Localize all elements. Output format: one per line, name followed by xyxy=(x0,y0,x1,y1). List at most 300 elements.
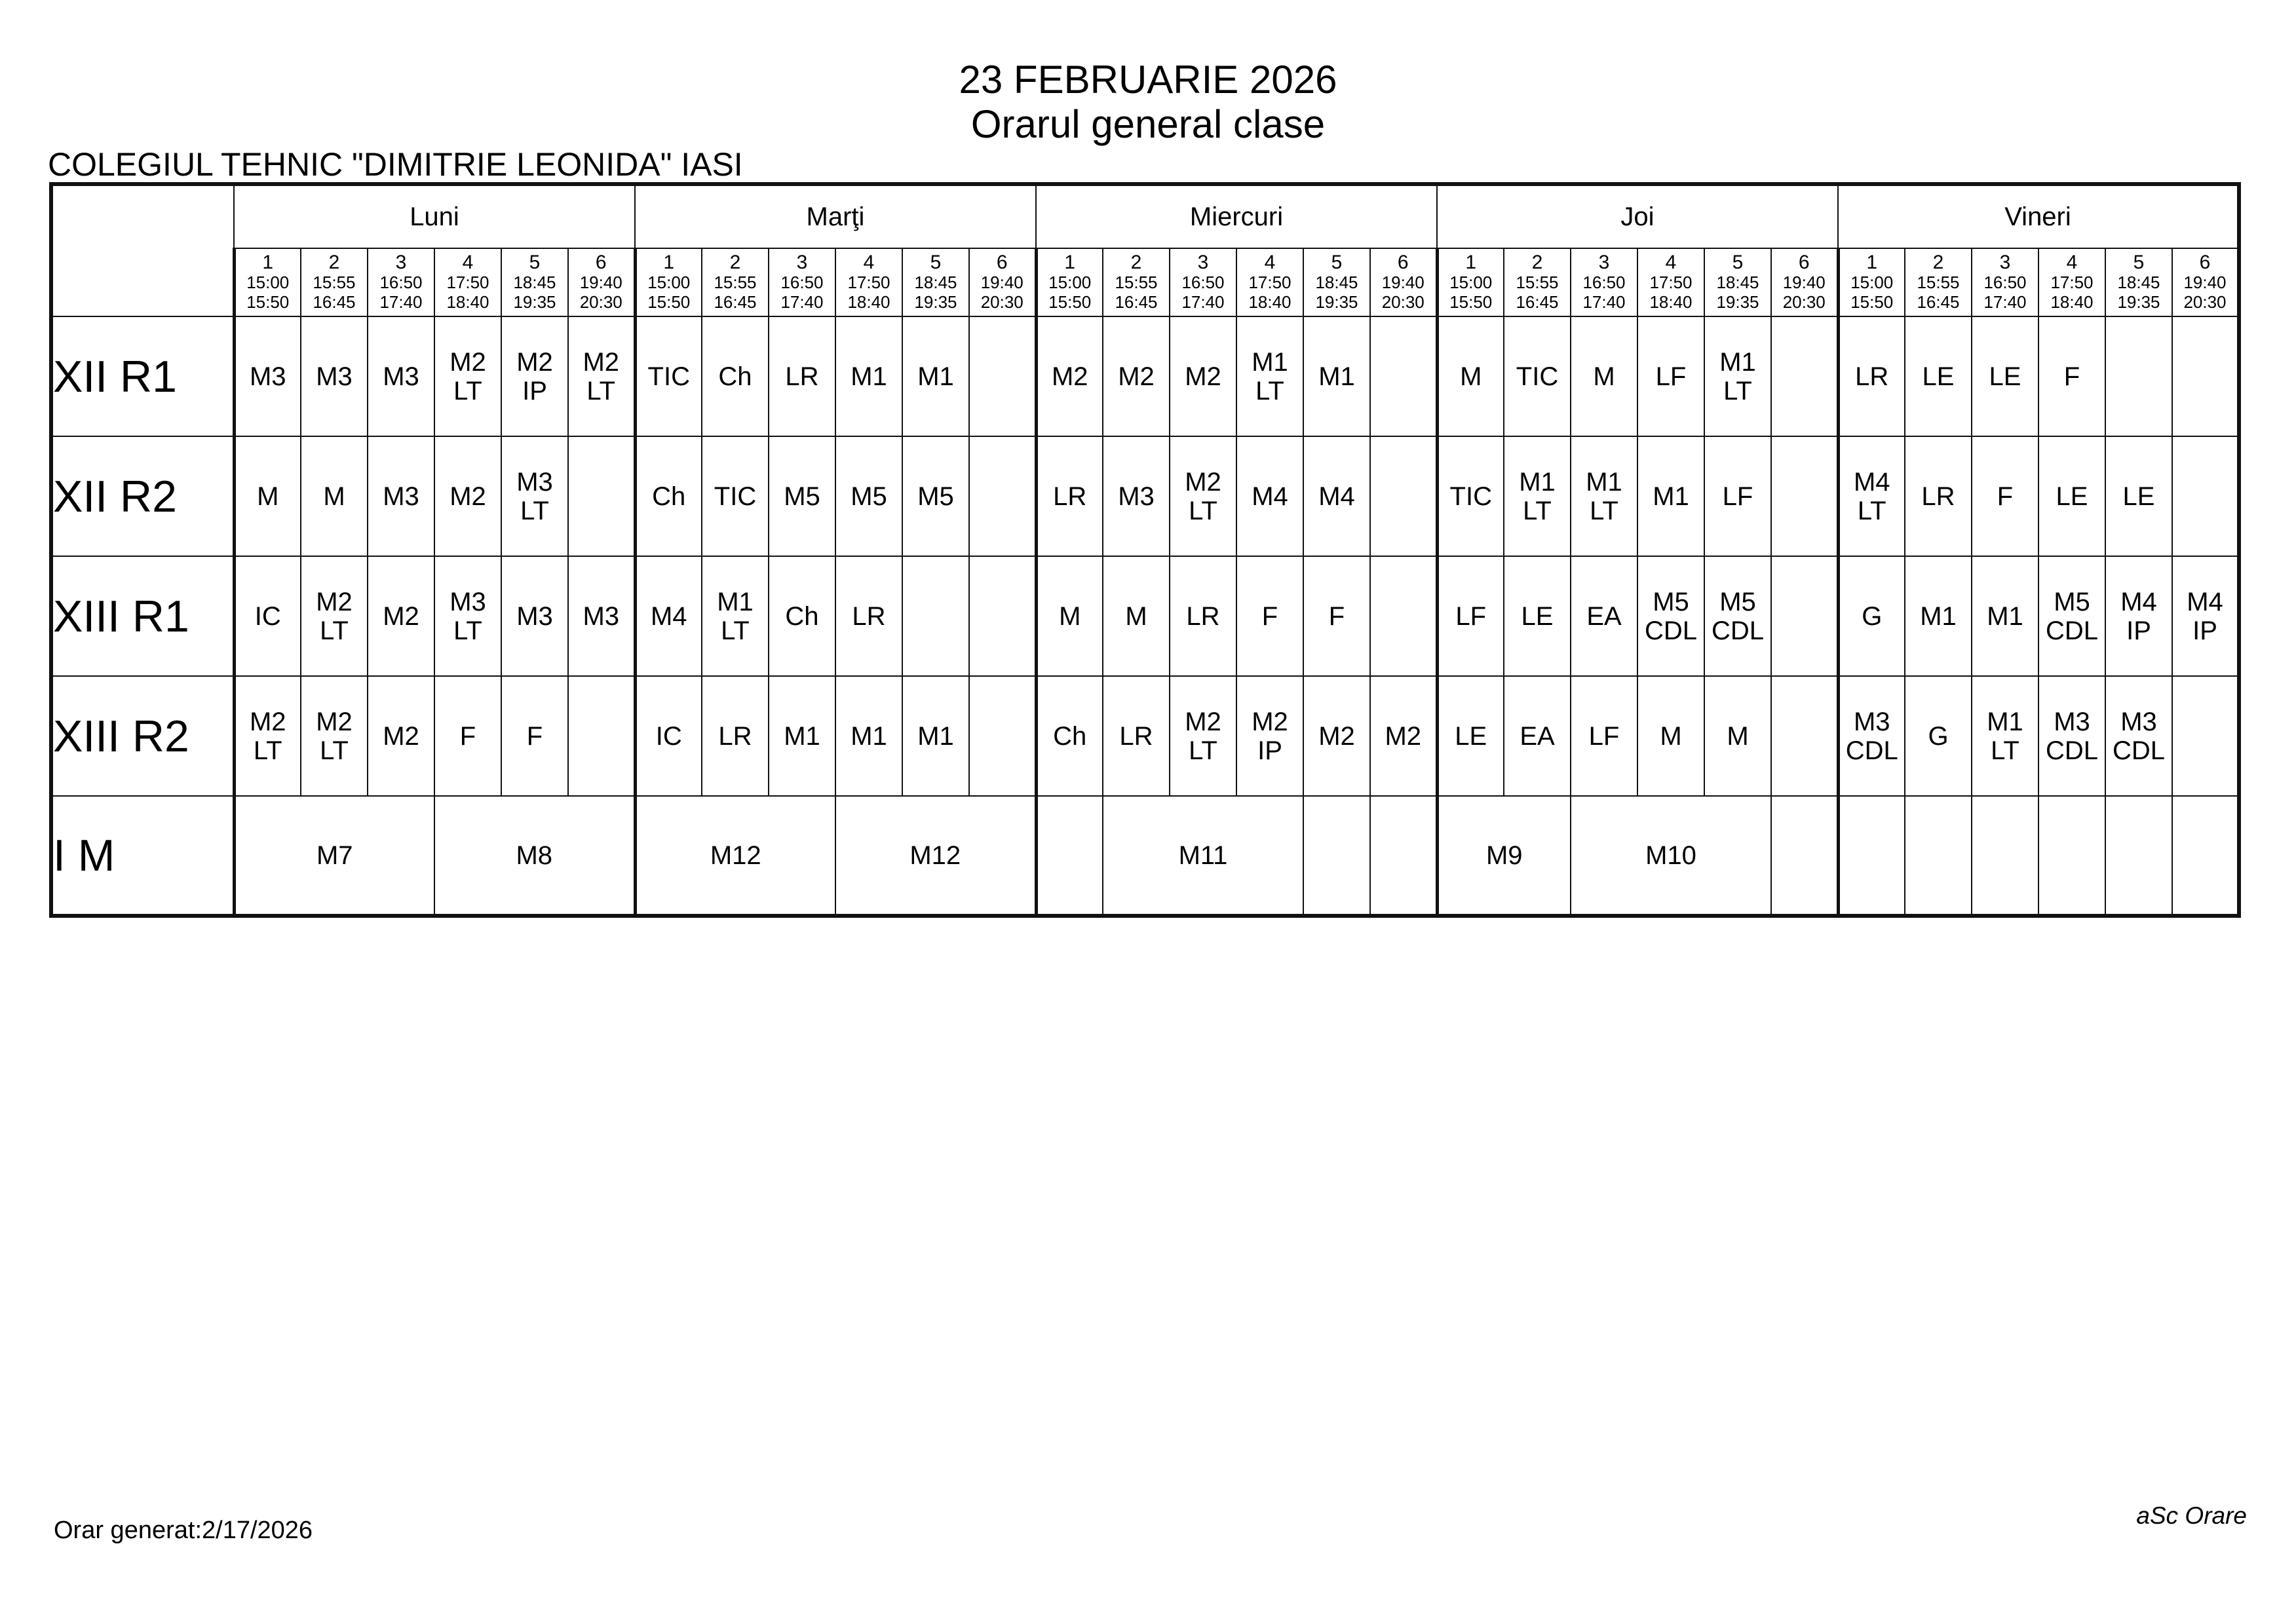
lesson-cell xyxy=(902,316,969,436)
empty-cell xyxy=(969,676,1036,796)
lesson-line: IC xyxy=(655,721,682,751)
lesson-cell xyxy=(1637,556,1704,676)
lesson-cell xyxy=(1905,316,1972,436)
lesson-line: G xyxy=(1928,721,1949,751)
empty-cell xyxy=(969,556,1036,676)
period-end-time: 15:50 xyxy=(647,292,691,312)
class-row xyxy=(51,796,2239,916)
lesson-cell xyxy=(234,436,301,556)
lesson-line: M xyxy=(1059,601,1081,631)
lesson-line: M2 xyxy=(1185,707,1221,736)
period-header xyxy=(702,248,769,316)
period-header xyxy=(969,248,1036,316)
lesson-line: LT xyxy=(320,736,349,765)
lesson-line: M5 xyxy=(1653,587,1689,616)
lesson-line: M1 xyxy=(851,721,887,751)
period-number: 1 xyxy=(1866,252,1878,273)
lesson-line: M5 xyxy=(2054,587,2090,616)
lesson-line: M4 xyxy=(650,601,687,631)
lesson-line: M8 xyxy=(516,840,553,870)
period-end-time: 16:45 xyxy=(1917,292,1960,312)
period-number: 2 xyxy=(729,252,741,273)
lesson-line: M3 xyxy=(583,601,620,631)
period-header xyxy=(769,248,835,316)
lesson-line: M1 xyxy=(784,721,820,751)
lesson-cell xyxy=(1303,676,1370,796)
lesson-line: M2 xyxy=(383,601,419,631)
lesson-line: LT xyxy=(320,616,349,645)
class-name: XIII R2 xyxy=(51,676,234,796)
lesson-line: M2 xyxy=(1252,707,1288,736)
lesson-line: CDL xyxy=(2045,736,2099,765)
lesson-cell xyxy=(2105,676,2172,796)
lesson-cell xyxy=(1704,316,1771,436)
period-header xyxy=(1437,248,1504,316)
lesson-cell xyxy=(702,436,769,556)
lesson-line: M2 xyxy=(316,587,353,616)
empty-cell xyxy=(2172,436,2239,556)
period-end-time: 20:30 xyxy=(1381,292,1425,312)
empty-cell xyxy=(568,436,635,556)
period-start-time: 16:50 xyxy=(379,273,423,292)
generated-date: Orar generat:2/17/2026 xyxy=(54,1517,313,1544)
lesson-cell xyxy=(1170,556,1236,676)
lesson-line: F xyxy=(526,721,543,751)
lesson-cell xyxy=(2038,316,2105,436)
lesson-line: M4 xyxy=(1853,467,1890,497)
lesson-line: Ch xyxy=(652,482,686,511)
period-number: 5 xyxy=(529,252,541,273)
lesson-line: IP xyxy=(1257,736,1282,765)
period-header xyxy=(835,248,902,316)
lesson-cell xyxy=(234,556,301,676)
lesson-line: TIC xyxy=(1449,482,1492,511)
lesson-cell xyxy=(1236,436,1303,556)
period-end-time: 20:30 xyxy=(1782,292,1826,312)
lesson-line: LT xyxy=(1857,496,1886,525)
lesson-cell xyxy=(1303,316,1370,436)
lesson-cell xyxy=(1972,556,2038,676)
period-start-time: 19:40 xyxy=(980,273,1024,292)
lesson-cell xyxy=(1437,796,1571,916)
lesson-line: M10 xyxy=(1645,840,1696,870)
lesson-line: LR xyxy=(1186,601,1220,631)
lesson-line: LT xyxy=(453,616,482,645)
lesson-cell xyxy=(1103,436,1170,556)
period-end-time: 15:50 xyxy=(1048,292,1092,312)
lesson-cell xyxy=(368,316,434,436)
period-end-time: 16:45 xyxy=(1516,292,1559,312)
period-end-time: 20:30 xyxy=(980,292,1024,312)
lesson-cell xyxy=(2038,676,2105,796)
lesson-cell xyxy=(1504,676,1571,796)
empty-cell xyxy=(1370,796,1437,916)
lesson-line: M2 xyxy=(1185,362,1221,391)
lesson-cell xyxy=(2038,436,2105,556)
lesson-line: LF xyxy=(1588,721,1620,751)
period-start-time: 17:50 xyxy=(446,273,489,292)
lesson-line: M5 xyxy=(851,482,887,511)
empty-cell xyxy=(1771,676,1838,796)
lesson-cell xyxy=(2105,556,2172,676)
lesson-cell xyxy=(1236,316,1303,436)
lesson-line: M5 xyxy=(784,482,820,511)
period-start-time: 16:50 xyxy=(1181,273,1225,292)
period-end-time: 17:40 xyxy=(1983,292,2027,312)
period-start-time: 18:45 xyxy=(513,273,556,292)
lesson-cell xyxy=(1905,556,1972,676)
lesson-cell xyxy=(769,316,835,436)
period-start-time: 19:40 xyxy=(2183,273,2227,292)
lesson-cell xyxy=(1103,676,1170,796)
lesson-line: IC xyxy=(254,601,281,631)
page-title: Orarul general clase xyxy=(970,102,1326,146)
period-number: 4 xyxy=(2066,252,2078,273)
period-start-time: 18:45 xyxy=(914,273,957,292)
period-number: 3 xyxy=(1598,252,1610,273)
date-heading: 23 FEBRUARIE 2026 xyxy=(959,58,1337,102)
period-number: 1 xyxy=(262,252,274,273)
lesson-cell xyxy=(234,676,301,796)
lesson-line: LF xyxy=(1655,362,1687,391)
class-name: XII R2 xyxy=(51,436,234,556)
period-header xyxy=(234,248,301,316)
lesson-cell xyxy=(434,556,501,676)
lesson-cell xyxy=(1036,316,1103,436)
lesson-line: M xyxy=(1460,362,1482,391)
lesson-cell xyxy=(635,556,702,676)
lesson-line: LT xyxy=(1590,496,1618,525)
class-name: XII R1 xyxy=(51,316,234,436)
lesson-line: LR xyxy=(718,721,752,751)
period-end-time: 16:45 xyxy=(313,292,356,312)
lesson-cell xyxy=(1637,436,1704,556)
period-number: 3 xyxy=(1197,252,1209,273)
lesson-cell xyxy=(1036,676,1103,796)
period-start-time: 17:50 xyxy=(1649,273,1693,292)
lesson-line: TIC xyxy=(1516,362,1559,391)
lesson-line: M3 xyxy=(450,587,486,616)
period-number: 5 xyxy=(930,252,942,273)
lesson-cell xyxy=(1905,676,1972,796)
lesson-cell xyxy=(702,676,769,796)
period-number: 3 xyxy=(796,252,808,273)
lesson-line: F xyxy=(2063,362,2080,391)
lesson-cell xyxy=(434,316,501,436)
lesson-line: M3 xyxy=(2054,707,2090,736)
class-row xyxy=(51,316,2239,436)
period-start-time: 17:50 xyxy=(2050,273,2094,292)
lesson-cell xyxy=(1303,436,1370,556)
period-header xyxy=(1637,248,1704,316)
empty-cell xyxy=(1771,556,1838,676)
lesson-cell xyxy=(1103,316,1170,436)
lesson-line: M7 xyxy=(316,840,353,870)
lesson-cell xyxy=(1170,316,1236,436)
lesson-line: M4 xyxy=(1252,482,1288,511)
empty-cell xyxy=(969,436,1036,556)
period-start-time: 15:00 xyxy=(647,273,691,292)
period-header xyxy=(368,248,434,316)
class-name: I M xyxy=(51,796,234,916)
empty-cell xyxy=(1370,436,1437,556)
period-end-time: 18:40 xyxy=(847,292,890,312)
lesson-line: M xyxy=(1125,601,1147,631)
period-number: 1 xyxy=(1064,252,1076,273)
empty-cell xyxy=(1370,316,1437,436)
lesson-line: M3 xyxy=(2120,707,2157,736)
lesson-line: LT xyxy=(1991,736,2019,765)
day-header: Marţi xyxy=(635,184,1036,248)
lesson-line: TIC xyxy=(647,362,690,391)
period-header xyxy=(1370,248,1437,316)
period-header xyxy=(2105,248,2172,316)
period-start-time: 17:50 xyxy=(847,273,890,292)
period-end-time: 15:50 xyxy=(1850,292,1894,312)
period-start-time: 15:55 xyxy=(714,273,757,292)
period-start-time: 15:55 xyxy=(1917,273,1960,292)
lesson-cell xyxy=(434,436,501,556)
timetable-body xyxy=(51,316,2239,916)
empty-cell xyxy=(1036,796,1103,916)
lesson-cell xyxy=(368,436,434,556)
lesson-cell xyxy=(702,316,769,436)
empty-cell xyxy=(1303,796,1370,916)
timetable xyxy=(49,182,2241,918)
period-end-time: 18:40 xyxy=(1649,292,1693,312)
period-start-time: 15:00 xyxy=(1449,273,1493,292)
period-end-time: 19:35 xyxy=(513,292,556,312)
lesson-cell xyxy=(1103,796,1303,916)
period-start-time: 15:00 xyxy=(246,273,290,292)
lesson-line: M2 xyxy=(316,707,353,736)
lesson-line: IP xyxy=(2126,616,2151,645)
lesson-line: LR xyxy=(1053,482,1087,511)
lesson-cell xyxy=(835,556,902,676)
period-start-time: 19:40 xyxy=(1782,273,1826,292)
lesson-line: LE xyxy=(1455,721,1487,751)
lesson-line: LT xyxy=(721,616,750,645)
lesson-cell xyxy=(1905,436,1972,556)
lesson-line: TIC xyxy=(714,482,757,511)
lesson-line: M5 xyxy=(1719,587,1756,616)
period-header xyxy=(568,248,635,316)
period-header xyxy=(1704,248,1771,316)
lesson-line: LR xyxy=(1119,721,1153,751)
period-header-row xyxy=(51,248,2239,316)
lesson-cell xyxy=(635,676,702,796)
empty-cell xyxy=(1972,796,2038,916)
lesson-line: M4 xyxy=(2120,587,2157,616)
lesson-cell xyxy=(568,316,635,436)
period-number: 6 xyxy=(1798,252,1810,273)
period-number: 4 xyxy=(1665,252,1677,273)
lesson-cell xyxy=(769,436,835,556)
lesson-cell xyxy=(835,796,1036,916)
empty-cell xyxy=(1370,556,1437,676)
lesson-line: LE xyxy=(1521,601,1554,631)
lesson-line: CDL xyxy=(2045,616,2099,645)
lesson-cell xyxy=(568,556,635,676)
period-header xyxy=(1036,248,1103,316)
lesson-cell xyxy=(835,676,902,796)
lesson-cell xyxy=(1036,436,1103,556)
period-end-time: 18:40 xyxy=(2050,292,2094,312)
lesson-line: M2 xyxy=(1385,721,1422,751)
lesson-line: M2 xyxy=(1051,362,1088,391)
period-number: 6 xyxy=(996,252,1008,273)
day-header-row xyxy=(51,184,2239,248)
lesson-line: LT xyxy=(520,496,549,525)
lesson-cell xyxy=(1437,316,1504,436)
period-start-time: 18:45 xyxy=(2117,273,2160,292)
software-credit: aSc Orare xyxy=(2136,1502,2247,1529)
lesson-cell xyxy=(368,676,434,796)
period-number: 5 xyxy=(2133,252,2145,273)
lesson-line: LF xyxy=(1722,482,1753,511)
empty-cell xyxy=(1838,796,1905,916)
lesson-line: M2 xyxy=(450,347,486,377)
lesson-cell xyxy=(1972,316,2038,436)
period-number: 3 xyxy=(395,252,407,273)
lesson-line: M3 xyxy=(249,362,286,391)
lesson-line: LE xyxy=(2056,482,2088,511)
empty-cell xyxy=(2172,316,2239,436)
period-number: 4 xyxy=(863,252,875,273)
lesson-cell xyxy=(1838,676,1905,796)
lesson-line: M3 xyxy=(316,362,353,391)
lesson-line: M2 xyxy=(450,482,486,511)
empty-cell xyxy=(2038,796,2105,916)
period-end-time: 19:35 xyxy=(914,292,957,312)
lesson-cell xyxy=(434,676,501,796)
lesson-cell xyxy=(1236,676,1303,796)
lesson-cell xyxy=(835,316,902,436)
lesson-line: M1 xyxy=(917,362,954,391)
period-start-time: 19:40 xyxy=(579,273,622,292)
empty-cell xyxy=(2172,796,2239,916)
period-header xyxy=(1303,248,1370,316)
lesson-line: M3 xyxy=(383,482,419,511)
lesson-cell xyxy=(902,676,969,796)
period-end-time: 20:30 xyxy=(2183,292,2227,312)
period-header xyxy=(1103,248,1170,316)
lesson-line: M2 xyxy=(583,347,620,377)
period-end-time: 18:40 xyxy=(1248,292,1292,312)
lesson-cell xyxy=(301,316,368,436)
period-start-time: 15:55 xyxy=(313,273,356,292)
period-start-time: 16:50 xyxy=(1983,273,2027,292)
lesson-line: CDL xyxy=(1711,616,1765,645)
lesson-line: F xyxy=(1997,482,2014,511)
period-header xyxy=(1838,248,1905,316)
empty-cell xyxy=(568,676,635,796)
period-number: 6 xyxy=(2199,252,2211,273)
day-header: Luni xyxy=(234,184,635,248)
lesson-line: M1 xyxy=(851,362,887,391)
day-header: Vineri xyxy=(1838,184,2239,248)
period-header xyxy=(1972,248,2038,316)
period-header xyxy=(1170,248,1236,316)
lesson-cell xyxy=(501,316,568,436)
empty-cell xyxy=(1905,796,1972,916)
lesson-line: M1 xyxy=(1719,347,1756,377)
lesson-line: M2 xyxy=(383,721,419,751)
lesson-line: M5 xyxy=(917,482,954,511)
lesson-line: LE xyxy=(1922,362,1955,391)
class-row xyxy=(51,436,2239,556)
lesson-cell xyxy=(1571,556,1637,676)
class-row xyxy=(51,556,2239,676)
lesson-cell xyxy=(1504,316,1571,436)
period-header xyxy=(2038,248,2105,316)
period-header xyxy=(1771,248,1838,316)
period-end-time: 17:40 xyxy=(1181,292,1225,312)
lesson-line: M1 xyxy=(917,721,954,751)
empty-cell xyxy=(2105,796,2172,916)
lesson-cell xyxy=(1370,676,1437,796)
lesson-line: M3 xyxy=(1853,707,1890,736)
period-header xyxy=(2172,248,2239,316)
lesson-line: IP xyxy=(2192,616,2217,645)
period-number: 2 xyxy=(1531,252,1543,273)
lesson-line: F xyxy=(1328,601,1345,631)
lesson-cell xyxy=(769,676,835,796)
lesson-line: M9 xyxy=(1485,840,1523,870)
lesson-cell xyxy=(368,556,434,676)
period-number: 1 xyxy=(663,252,675,273)
lesson-line: CDL xyxy=(2112,736,2166,765)
lesson-line: M xyxy=(1593,362,1615,391)
period-number: 5 xyxy=(1732,252,1744,273)
lesson-line: M1 xyxy=(1920,601,1957,631)
day-header: Joi xyxy=(1437,184,1838,248)
lesson-cell xyxy=(1571,796,1771,916)
lesson-line: LF xyxy=(1455,601,1487,631)
lesson-line: LR xyxy=(1921,482,1955,511)
lesson-cell xyxy=(234,796,434,916)
lesson-cell xyxy=(1571,436,1637,556)
period-end-time: 18:40 xyxy=(446,292,489,312)
lesson-cell xyxy=(1704,436,1771,556)
lesson-cell xyxy=(1303,556,1370,676)
lesson-line: LT xyxy=(253,736,282,765)
period-end-time: 17:40 xyxy=(1582,292,1626,312)
period-end-time: 15:50 xyxy=(246,292,290,312)
period-number: 2 xyxy=(328,252,340,273)
lesson-line: LR xyxy=(1855,362,1889,391)
lesson-line: M1 xyxy=(1653,482,1689,511)
lesson-line: M2 xyxy=(1118,362,1155,391)
lesson-cell xyxy=(1637,316,1704,436)
lesson-cell xyxy=(434,796,635,916)
lesson-line: M1 xyxy=(1987,601,2023,631)
lesson-cell xyxy=(301,436,368,556)
lesson-cell xyxy=(835,436,902,556)
lesson-cell xyxy=(1704,556,1771,676)
lesson-line: M4 xyxy=(1318,482,1355,511)
lesson-line: EA xyxy=(1586,601,1622,631)
lesson-line: LE xyxy=(2122,482,2155,511)
period-header xyxy=(1905,248,1972,316)
lesson-line: M2 xyxy=(249,707,286,736)
corner-cell xyxy=(51,184,234,316)
lesson-line: M3 xyxy=(383,362,419,391)
lesson-cell xyxy=(1504,436,1571,556)
empty-cell xyxy=(1771,796,1838,916)
lesson-line: Ch xyxy=(785,601,819,631)
period-header xyxy=(902,248,969,316)
